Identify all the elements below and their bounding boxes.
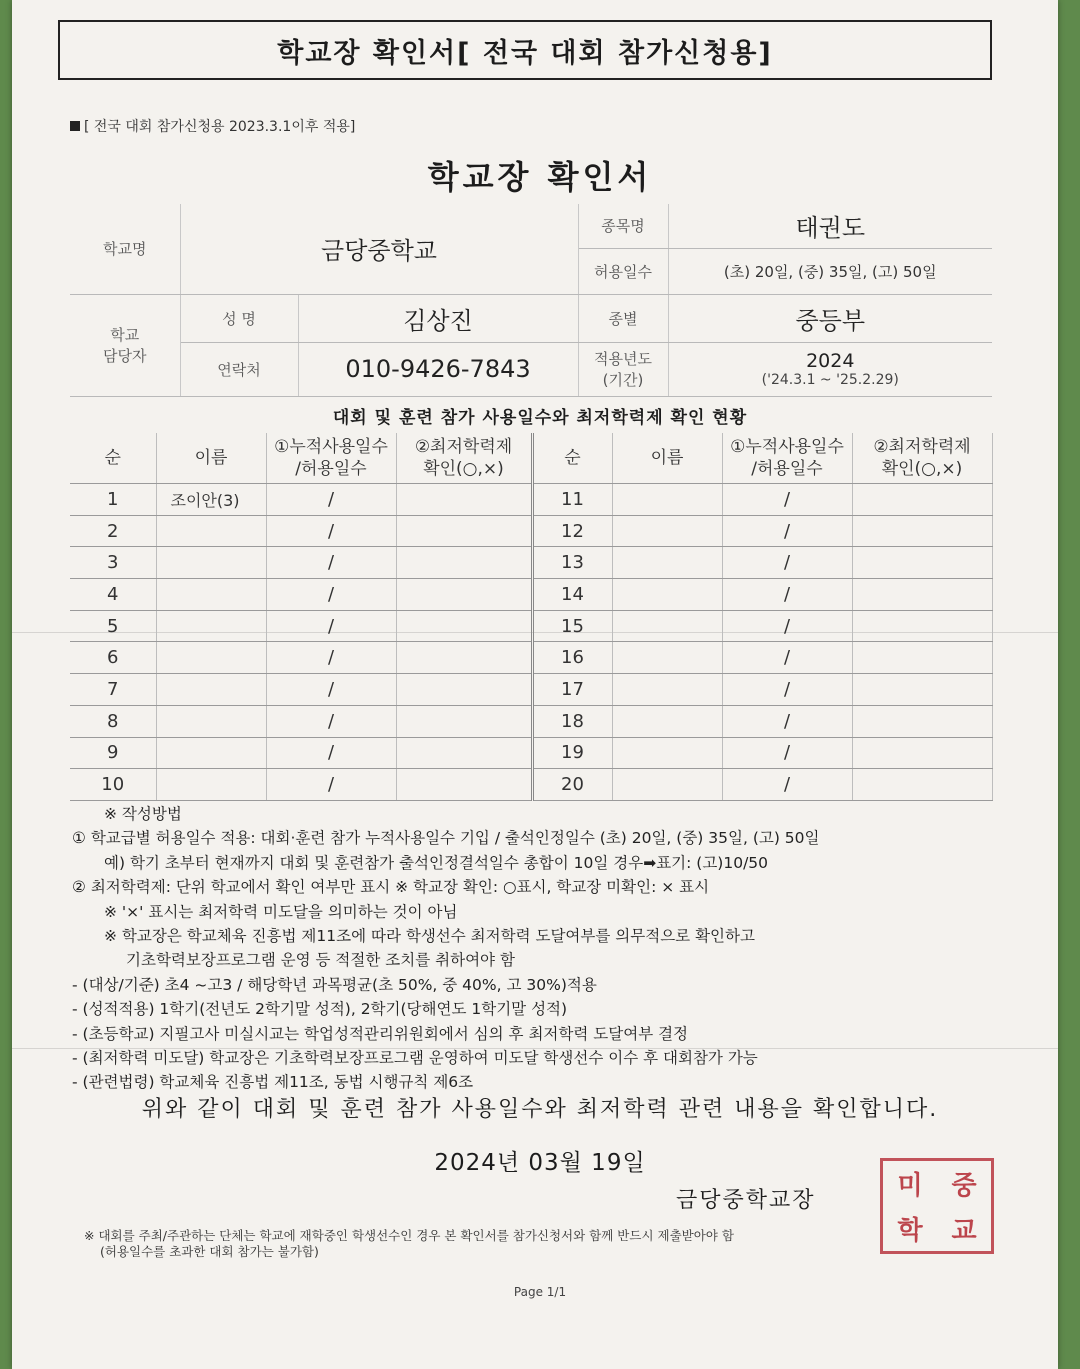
row-number: 14 — [532, 579, 612, 611]
official-seal-stamp — [880, 1158, 994, 1254]
instruction-item-2: ② 최저학력제: 단위 학교에서 확인 여부만 표시 ※ 학교장 확인: ○표시, 학교장 미확인: × 표시 — [72, 878, 710, 897]
cumulative-days-cell: / — [266, 484, 396, 516]
student-name — [612, 769, 722, 801]
cumulative-days-cell: / — [722, 705, 852, 737]
student-name — [156, 674, 266, 706]
row-number: 15 — [532, 610, 612, 642]
student-name — [612, 705, 722, 737]
applied-year-label-line2: (기간) — [602, 371, 644, 389]
col-header-min-achievement-line2: 확인(○,×) — [881, 459, 963, 479]
instruction-note: ※ '×' 표시는 최저학력 미도달을 의미하는 것이 아님 — [104, 902, 458, 921]
applicability-note-text: [ 전국 대회 참가신청용 2023.3.1이후 적용] — [84, 119, 356, 135]
cumulative-days-cell: / — [722, 642, 852, 674]
cumulative-days-cell: / — [266, 705, 396, 737]
table-row — [70, 737, 992, 769]
row-number: 9 — [70, 737, 156, 769]
phone-value: 010-9426-7843 — [298, 342, 578, 396]
person-name-value: 김상진 — [298, 294, 578, 342]
allowed-days-value: (초) 20일, (중) 35일, (고) 50일 — [668, 248, 992, 294]
section-title: 대회 및 훈련 참가 사용일수와 최저학력제 확인 현황 — [332, 408, 748, 428]
instruction-note: 기초학력보장프로그램 운영 등 적절한 조치를 취하여야 함 — [126, 951, 515, 970]
col-header-no: 순 — [532, 433, 612, 484]
student-name — [612, 674, 722, 706]
school-info-table — [70, 204, 992, 397]
row-number: 16 — [532, 642, 612, 674]
instruction-rule: - (대상/기준) 초4 ~고3 / 해당학년 과목평균(초 50%, 중 40%, 고 30%)적용 — [72, 975, 597, 994]
table-header-row — [70, 433, 992, 484]
cumulative-days-cell: / — [722, 769, 852, 801]
min-achievement-cell — [396, 484, 532, 516]
instruction-rule: - (관련법령) 학교체육 진흥법 제11조, 동법 시행규칙 제6조 — [72, 1073, 474, 1092]
min-achievement-cell — [852, 610, 992, 642]
cumulative-days-cell: / — [722, 547, 852, 579]
student-name — [156, 610, 266, 642]
student-name: 조이안(3) — [156, 484, 266, 516]
col-header-min-achievement — [852, 433, 992, 484]
seal-character: 학 — [897, 1216, 923, 1246]
row-number: 13 — [532, 547, 612, 579]
footnote-line-2: (허용일수를 초과한 대회 참가는 불가함) — [100, 1244, 319, 1259]
row-number: 17 — [532, 674, 612, 706]
min-achievement-cell — [852, 515, 992, 547]
min-achievement-cell — [852, 547, 992, 579]
min-achievement-cell — [396, 579, 532, 611]
cumulative-days-cell: / — [722, 610, 852, 642]
row-number: 2 — [70, 515, 156, 547]
applicability-note — [70, 116, 355, 136]
footnote — [84, 1228, 734, 1260]
min-achievement-cell — [396, 515, 532, 547]
student-name — [612, 610, 722, 642]
boxed-document-title: 학교장 확인서[ 전국 대회 참가신청용] — [58, 20, 992, 80]
min-achievement-cell — [852, 642, 992, 674]
table-row — [70, 579, 992, 611]
instruction-rule: - (초등학교) 지필고사 미실시교는 학업성적관리위원회에서 심의 후 최저학력 도달여부 결정 — [72, 1024, 689, 1043]
instruction-note: ※ 학교장은 학교체육 진흥법 제11조에 따라 학생선수 최저학력 도달여부를 의무적으로 확인하고 — [104, 927, 755, 946]
contact-person-label-line2: 담당자 — [103, 347, 147, 365]
row-number: 19 — [532, 737, 612, 769]
square-bullet-icon — [70, 121, 80, 131]
division-value: 중등부 — [668, 294, 992, 342]
seal-character: 중 — [951, 1171, 977, 1201]
instruction-item-1: ① 학교급별 허용일수 적용: 대회·훈련 참가 누적사용일수 기입 / 출석인정일수 (초) 20일, (중) 35일, (고) 50일 — [72, 829, 820, 848]
seal-character: 미 — [897, 1171, 923, 1201]
cumulative-days-cell: / — [722, 484, 852, 516]
cumulative-days-cell: / — [266, 547, 396, 579]
applied-year-cell — [668, 342, 992, 396]
student-name — [156, 769, 266, 801]
allowed-days-label: 허용일수 — [578, 248, 668, 294]
cumulative-days-cell: / — [266, 674, 396, 706]
col-header-cumulative-days — [266, 433, 396, 484]
student-name — [612, 547, 722, 579]
row-number: 11 — [532, 484, 612, 516]
issue-date: 2024년 03월 19일 — [434, 1150, 646, 1176]
instructions-heading: ※ 작성방법 — [104, 805, 182, 823]
cumulative-days-cell: / — [266, 737, 396, 769]
col-header-cumulative-days — [722, 433, 852, 484]
applied-year-label — [578, 342, 668, 396]
footnote-line-1: ※ 대회를 주최/주관하는 단체는 학교에 재학중인 학생선수인 경우 본 확인서를 참가신청서와 함께 반드시 제출받아야 함 — [84, 1228, 734, 1243]
min-achievement-cell — [396, 705, 532, 737]
col-header-min-achievement-line1: ②최저학력제 — [873, 437, 971, 457]
col-header-cumulative-days-line2: /허용일수 — [751, 459, 823, 479]
table-row — [70, 769, 992, 801]
table-row — [70, 705, 992, 737]
phone-label: 연락처 — [180, 342, 298, 396]
student-name — [612, 579, 722, 611]
min-achievement-cell — [852, 674, 992, 706]
confirmation-statement: 위와 같이 대회 및 훈련 참가 사용일수와 최저학력 관련 내용을 확인합니다. — [141, 1097, 939, 1122]
table-row — [70, 547, 992, 579]
cumulative-days-cell: / — [266, 610, 396, 642]
student-name — [612, 737, 722, 769]
cumulative-days-cell: / — [266, 579, 396, 611]
applied-period-value: ('24.3.1 ~ '25.2.29) — [761, 372, 899, 388]
page-number: Page 1/1 — [513, 1285, 567, 1299]
cumulative-days-cell: / — [266, 769, 396, 801]
instruction-rule: - (성적적용) 1학기(전년도 2학기말 성적), 2학기(당해연도 1학기말 성적) — [72, 1000, 568, 1019]
min-achievement-cell — [852, 705, 992, 737]
cumulative-days-cell: / — [266, 642, 396, 674]
row-number: 18 — [532, 705, 612, 737]
col-header-cumulative-days-line1: ①누적사용일수 — [730, 437, 844, 457]
applied-year-value: 2024 — [806, 350, 855, 372]
student-name — [156, 737, 266, 769]
col-header-name: 이름 — [156, 433, 266, 484]
school-name-value: 금당중학교 — [180, 204, 578, 294]
school-name-label: 학교명 — [70, 204, 180, 294]
min-achievement-cell — [396, 642, 532, 674]
student-name — [156, 547, 266, 579]
applied-year-label-line1: 적용년도 — [594, 350, 652, 368]
row-number: 20 — [532, 769, 612, 801]
table-row — [70, 484, 992, 516]
table-row — [70, 515, 992, 547]
contact-person-label — [70, 294, 180, 396]
participation-table — [70, 433, 993, 801]
table-row — [70, 674, 992, 706]
instructions-section — [72, 802, 1002, 1095]
cumulative-days-cell: / — [722, 674, 852, 706]
cumulative-days-cell: / — [266, 515, 396, 547]
event-label: 종목명 — [578, 204, 668, 248]
min-achievement-cell — [852, 484, 992, 516]
col-header-cumulative-days-line1: ①누적사용일수 — [274, 437, 388, 457]
student-name — [156, 515, 266, 547]
student-name — [612, 484, 722, 516]
student-name — [156, 579, 266, 611]
col-header-name: 이름 — [612, 433, 722, 484]
min-achievement-cell — [852, 579, 992, 611]
student-name — [156, 642, 266, 674]
cumulative-days-cell: / — [722, 515, 852, 547]
min-achievement-cell — [852, 769, 992, 801]
row-number: 3 — [70, 547, 156, 579]
person-name-label: 성 명 — [180, 294, 298, 342]
min-achievement-cell — [396, 769, 532, 801]
col-header-cumulative-days-line2: /허용일수 — [295, 459, 367, 479]
min-achievement-cell — [396, 547, 532, 579]
row-number: 8 — [70, 705, 156, 737]
table-row — [70, 610, 992, 642]
division-label: 종별 — [578, 294, 668, 342]
page-title: 학교장 확인서 — [427, 158, 653, 196]
min-achievement-cell — [852, 737, 992, 769]
seal-character: 교 — [951, 1216, 977, 1246]
event-value: 태권도 — [668, 204, 992, 248]
col-header-min-achievement-line1: ②최저학력제 — [414, 437, 513, 457]
min-achievement-cell — [396, 674, 532, 706]
col-header-no: 순 — [70, 433, 156, 484]
min-achievement-cell — [396, 737, 532, 769]
row-number: 5 — [70, 610, 156, 642]
instruction-rule: - (최저학력 미도달) 학교장은 기초학력보장프로그램 운영하여 미도달 학생선수 이수 후 대회참가 가능 — [72, 1049, 758, 1068]
cumulative-days-cell: / — [722, 579, 852, 611]
row-number: 7 — [70, 674, 156, 706]
table-row — [70, 642, 992, 674]
contact-person-label-line1: 학교 — [110, 326, 140, 344]
min-achievement-cell — [396, 610, 532, 642]
cumulative-days-cell: / — [722, 737, 852, 769]
col-header-min-achievement — [396, 433, 532, 484]
row-number: 6 — [70, 642, 156, 674]
col-header-min-achievement-line2: 확인(○,×) — [423, 459, 504, 479]
row-number: 10 — [70, 769, 156, 801]
row-number: 4 — [70, 579, 156, 611]
student-name — [612, 515, 722, 547]
student-name — [612, 642, 722, 674]
principal-signature: 금당중학교장 — [676, 1188, 816, 1213]
student-name — [156, 705, 266, 737]
row-number: 12 — [532, 515, 612, 547]
instruction-example: 예) 학기 초부터 현재까지 대회 및 훈련참가 출석인정결석일수 총합이 10일 경우➡표기: (고)10/50 — [104, 853, 769, 872]
row-number: 1 — [70, 484, 156, 516]
